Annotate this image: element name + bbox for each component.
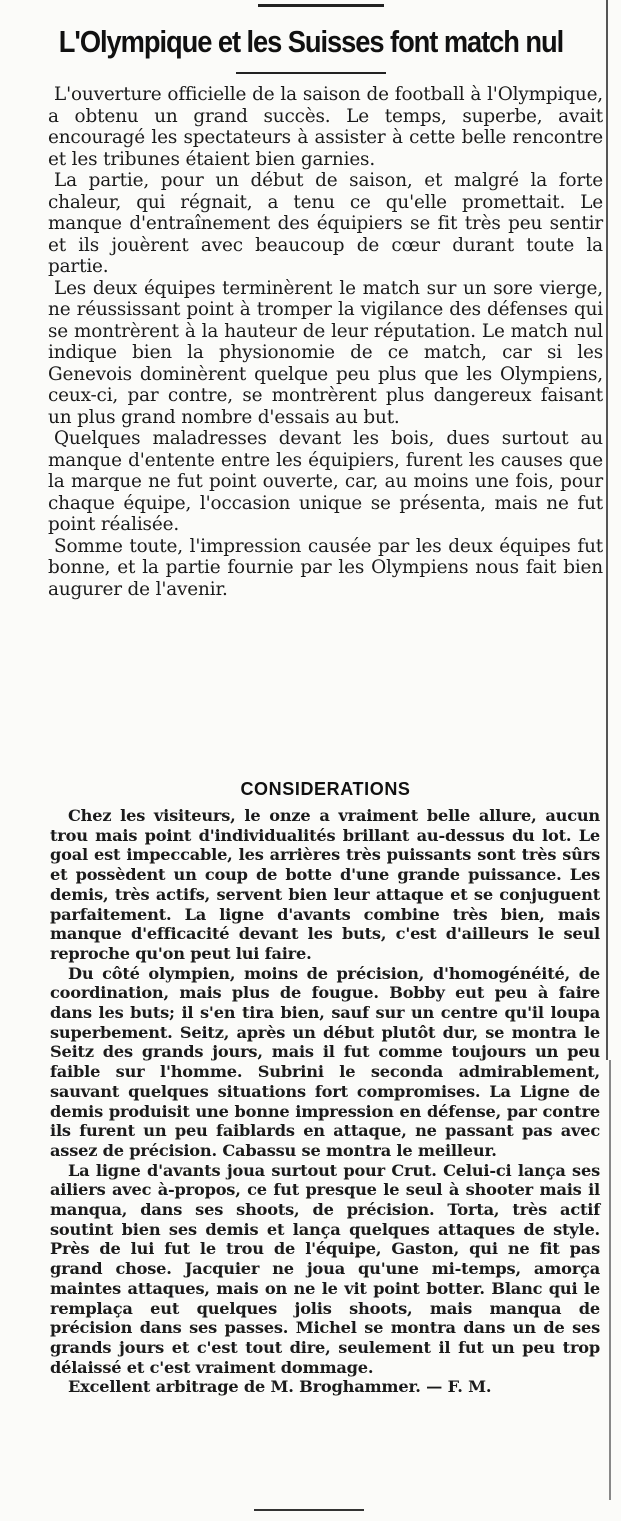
- bottom-divider-rule: [254, 1509, 364, 1511]
- considerations-paragraph: Du côté olympien, moins de précision, d'homogénéité, de coordination, mais plus de fougue. Bobby eut peu à faire dans les buts; il s'en tira bien, sauf sur un centre qu'il loupa superbement. Seitz, après un début plutôt dur, se montra le Seitz des grands jours, mais il fut comme toujours un peu faible sur l'homme. Subrini le seconda admirablement, sauvant quelques situations fort compromises. La Ligne de demis produisit une bonne impression en défense, par contre ils furent un peu faiblards en attaque, ne passant pas avec assez de précision. Cabassu se montra le meilleur.: [50, 963, 600, 1160]
- column-border-rule-lower: [609, 1060, 611, 1500]
- article-paragraph: L'ouverture officielle de la saison de football à l'Olympique, a obtenu un grand succès. Le temps, superbe, avait encouragé les spectateurs à assister à cette belle rencontre et les tribunes étaient bien garnies.: [48, 84, 603, 170]
- column-border-rule: [606, 0, 608, 1060]
- considerations-paragraph: La ligne d'avants joua surtout pour Crut. Celui-ci lança ses ailiers avec à-propos, ce fut presque le seul à shooter mais il manqua, dans ses shoots, de précision. Torta, très actif soutint bien ses demis et lança quelques attaques de style. Près de lui fut le trou de l'équipe, Gaston, qui ne fit pas grand chose. Jacquier ne joua qu'une mi-temps, amorça maintes attaques, mais on ne le vit point botter. Blanc qui le remplaça eut quelques jolis shoots, mais manqua de précision dans ses passes. Michel se montra dans un de ses grands jours et c'est tout dire, seulement il fut un peu trop délaissé et c'est vraiment dommage.: [50, 1160, 600, 1377]
- article-paragraph: La partie, pour un début de saison, et malgré la forte chaleur, qui régnait, a tenu ce qu'elle promettait. Le manque d'entraînement des équipiers se fit très peu sentir et ils jouèrent avec beaucoup de cœur durant toute la partie.: [48, 170, 603, 277]
- article-paragraph: Quelques maladresses devant les bois, dues surtout au manque d'entente entre les équipiers, furent les causes que la marque ne fut point ouverte, car, au moins une fois, pour chaque équipe, l'occasion unique se présenta, mais ne fut point réalisée.: [48, 428, 603, 535]
- article-paragraph: Les deux équipes terminèrent le match sur un sore vierge, ne réussissant point à tromper la vigilance des défenses qui se montrèrent à la hauteur de leur réputation. Le match nul indique bien la physionomie de ce match, car si les Genevois dominèrent quelque peu plus que les Olympiens, ceux-ci, par contre, se montrèrent plus dangereux faisant un plus grand nombre d'essais au but.: [48, 277, 603, 428]
- article-body: [48, 84, 603, 600]
- considerations-body: [50, 806, 600, 1397]
- headline-underline-rule: [236, 72, 386, 74]
- considerations-heading: CONSIDERATIONS: [240, 779, 411, 799]
- referee-signature-line: Excellent arbitrage de M. Broghammer. — F. M.: [68, 1377, 492, 1397]
- article-headline: L'Olympique et les Suisses font match nul: [58, 24, 564, 59]
- top-divider-rule: [258, 4, 384, 7]
- article-paragraph: Somme toute, l'impression causée par les deux équipes fut bonne, et la partie fournie par les Olympiens nous fait bien augurer de l'avenir.: [48, 535, 603, 600]
- considerations-paragraph: Chez les visiteurs, le onze a vraiment belle allure, aucun trou mais point d'individualités brillant au-dessus du lot. Le goal est impeccable, les arrières très puissants sont très sûrs et possèdent un coup de botte d'une grande puissance. Les demis, très actifs, servent bien leur attaque et se conjuguent parfaitement. La ligne d'avants combine très bien, mais manque d'efficacité devant les buts, c'est d'ailleurs le seul reproche qu'on peut lui faire.: [50, 806, 600, 963]
